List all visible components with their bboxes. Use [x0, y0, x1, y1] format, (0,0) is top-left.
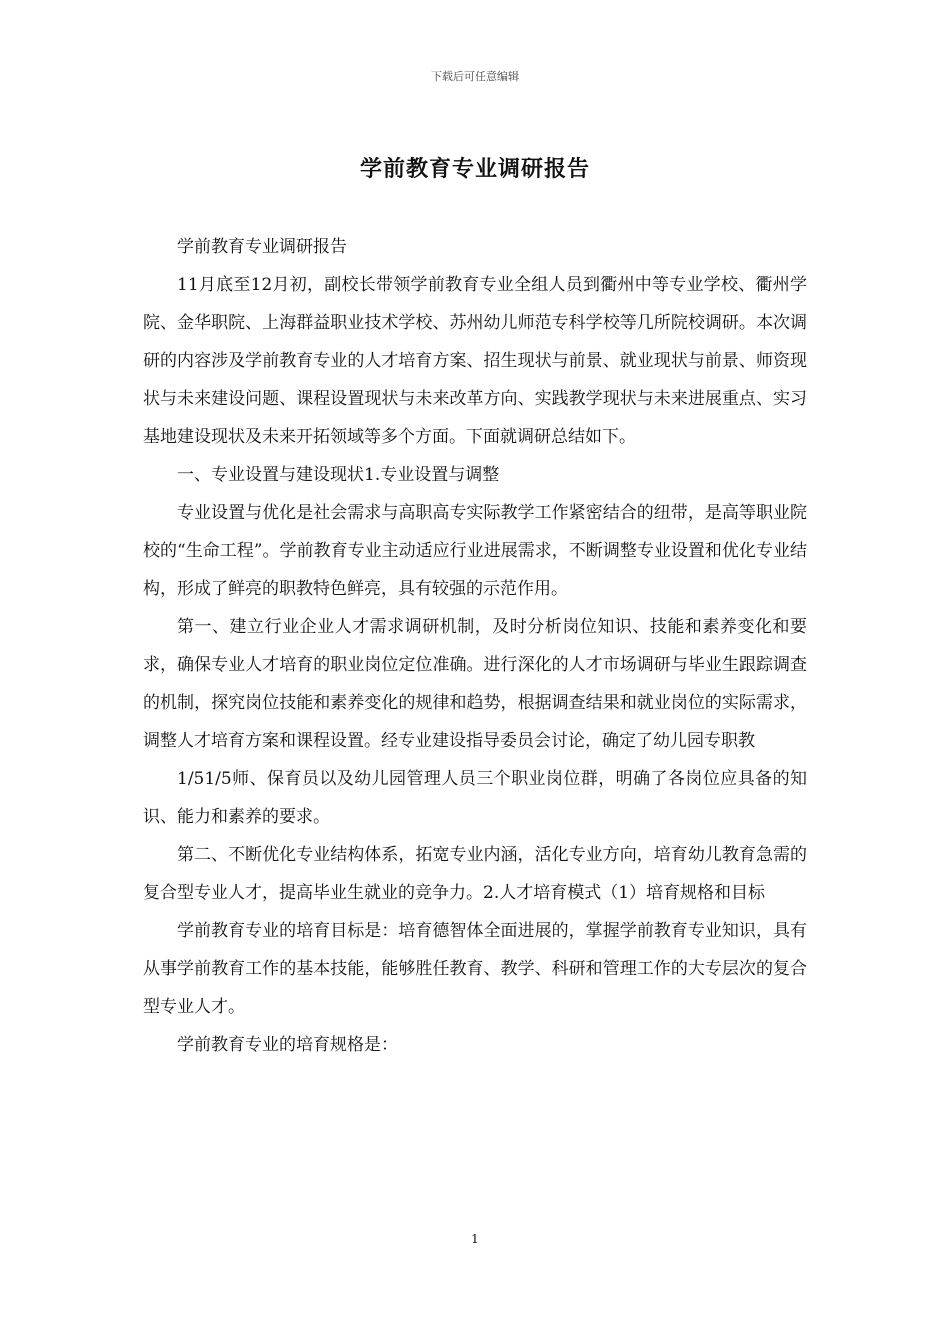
paragraph-training-spec: 学前教育专业的培育规格是： — [177, 1035, 398, 1055]
paragraph-second-point: 第二、不断优化专业结构体系，拓宽专业内涵，活化专业方向，培育幼儿教育急需的复合型专业人才，提高毕业生就业的竞争力。2.人才培育模式（1）培育规格和目标 — [143, 845, 807, 903]
paragraph-intro: 11月底至12月初，副校长带领学前教育专业全组人员到衢州中等专业学校、衢州学院、金华职院、上海群益职业技术学校、苏州幼儿师范专科学校等几所院校调研。本次调研的内容涉及学前教育专业的人才培育方案、招生现状与前景、就业现状与前景、师资现状与未来建设问题、课程设置现状与未来改革方向、实践教学现状与未来进展重点、实习基地建设现状及未来开拓领域等多个方面。下面就调研总结如下。 — [143, 275, 807, 447]
page-number: 1 — [471, 1232, 479, 1246]
paragraph-section-heading: 一、专业设置与建设现状1.专业设置与调整 — [177, 465, 500, 485]
paragraph-subtitle: 学前教育专业调研报告 — [177, 237, 347, 257]
paragraph-first-point: 第一、建立行业企业人才需求调研机制，及时分析岗位知识、技能和素养变化和要求，确保专业人才培育的职业岗位定位准确。进行深化的人才市场调研与毕业生跟踪调查的机制，探究岗位技能和素养变化的规律和趋势，根据调查结果和就业岗位的实际需求，调整人才培育方案和课程设置。经专业建设指导委员会讨论，确定了幼儿园专职教 — [143, 617, 807, 751]
paragraph-major-setting: 专业设置与优化是社会需求与高职高专实际教学工作紧密结合的纽带，是高等职业院校的“生命工程”。学前教育专业主动适应行业进展需求，不断调整专业设置和优化专业结构，形成了鲜亮的职教特色鲜亮，具有较强的示范作用。 — [143, 503, 807, 599]
paragraph-training-goal: 学前教育专业的培育目标是：培育德智体全面进展的，掌握学前教育专业知识，具有从事学前教育工作的基本技能，能够胜任教育、教学、科研和管理工作的大专层次的复合型专业人才。 — [143, 921, 807, 1017]
document-title: 学前教育专业调研报告 — [359, 156, 590, 182]
document-body — [143, 228, 807, 1064]
paragraph-job-groups: 1/51/5师、保育员以及幼儿园管理人员三个职业岗位群，明确了各岗位应具备的知识、能力和素养的要求。 — [143, 769, 807, 827]
page-header-note: 下载后可任意编辑 — [431, 70, 519, 83]
